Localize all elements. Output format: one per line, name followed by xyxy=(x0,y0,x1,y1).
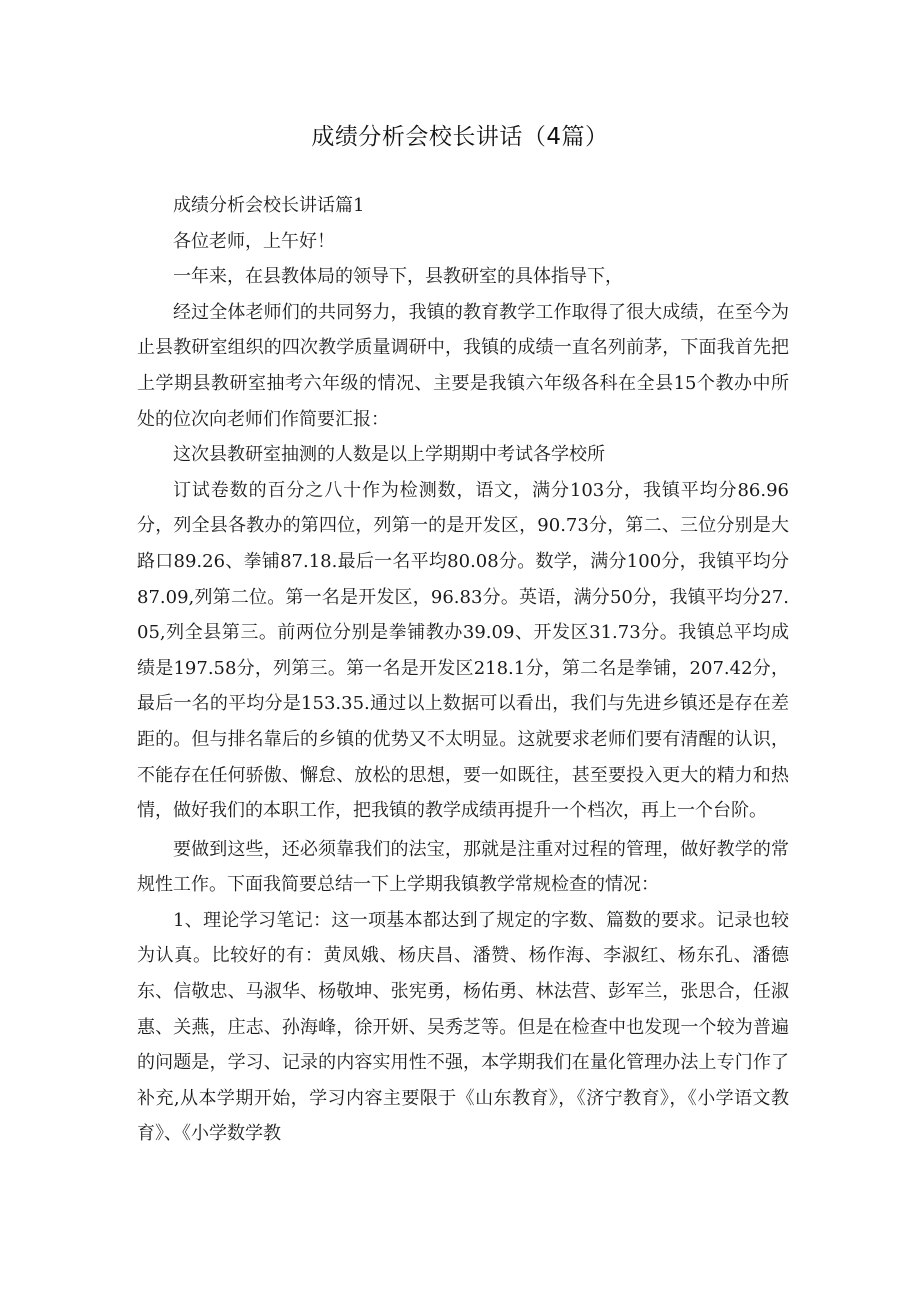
body-paragraph: 经过全体老师们的共同努力，我镇的教育教学工作取得了很大成绩，在至今为止县教研室组织的四次教学质量调研中，我镇的成绩一直名列前茅，下面我首先把上学期县教研室抽考六年级的情况、主要是我镇六年级各科在全县15个教办中所处的位次向老师们作简要汇报： xyxy=(137,301,789,430)
body-paragraph: 一年来，在县教体局的领导下，县教研室的具体指导下， xyxy=(173,266,623,288)
section-heading: 成绩分析会校长讲话篇1 xyxy=(173,195,365,216)
body-paragraph: 订试卷数的百分之八十作为检测数，语文，满分103分，我镇平均分86.96分，列全县各教办的第四位，列第一的是开发区，90.73分，第二、三位分别是大路口89.26、拳铺87.18.最后一名平均80.08分。数学，满分100分，我镇平均分87.09,列第二位。第一名是开发区，96.83分。英语，满分50分，我镇平均分27.05,列全县第三。前两位分别是拳铺教办39.09、开发区31.73分。我镇总平均成绩是197.58分，列第三。第一名是开发区218.1分，第二名是拳铺，207.42分，最后一名的平均分是153.35.通过以上数据可以看出，我们与先进乡镇还是存在差距的。但与排名靠后的乡镇的优势又不太明显。这就要求老师们要有清醒的认识，不能存在任何骄傲、懈怠、放松的思想，要一如既往，甚至要投入更大的精力和热情，做好我们的本职工作，把我镇的教学成绩再提升一个档次，再上一个台阶。 xyxy=(137,479,789,822)
greeting-paragraph: 各位老师，上午好！ xyxy=(173,230,335,252)
body-paragraph: 这次县教研室抽测的人数是以上学期期中考试各学校所 xyxy=(173,444,605,466)
body-paragraph: 1、理论学习笔记：这一项基本都达到了规定的字数、篇数的要求。记录也较为认真。比较好的有：黄凤娥、杨庆昌、潘赞、杨作海、李淑红、杨东孔、潘德东、信敬忠、马淑华、杨敬坤、张宪勇，杨佑勇、林法营、彭军兰，张思合，任淑惠、关燕，庄志、孙海峰，徐开妍、吴秀芝等。但是在检查中也发现一个较为普遍的问题是，学习、记录的内容实用性不强，本学期我们在量化管理办法上专门作了补充,从本学期开始，学习内容主要限于《山东教育》，《济宁教育》，《小学语文教育》、《小学数学教 xyxy=(137,909,789,1145)
document-body xyxy=(137,188,789,1152)
body-paragraph: 要做到这些，还必须靠我们的法宝，那就是注重对过程的管理，做好教学的常规性工作。下面我简要总结一下上学期我镇教学常规检查的情况： xyxy=(137,838,789,896)
document-title: 成绩分析会校长讲话（4篇） xyxy=(311,124,609,150)
